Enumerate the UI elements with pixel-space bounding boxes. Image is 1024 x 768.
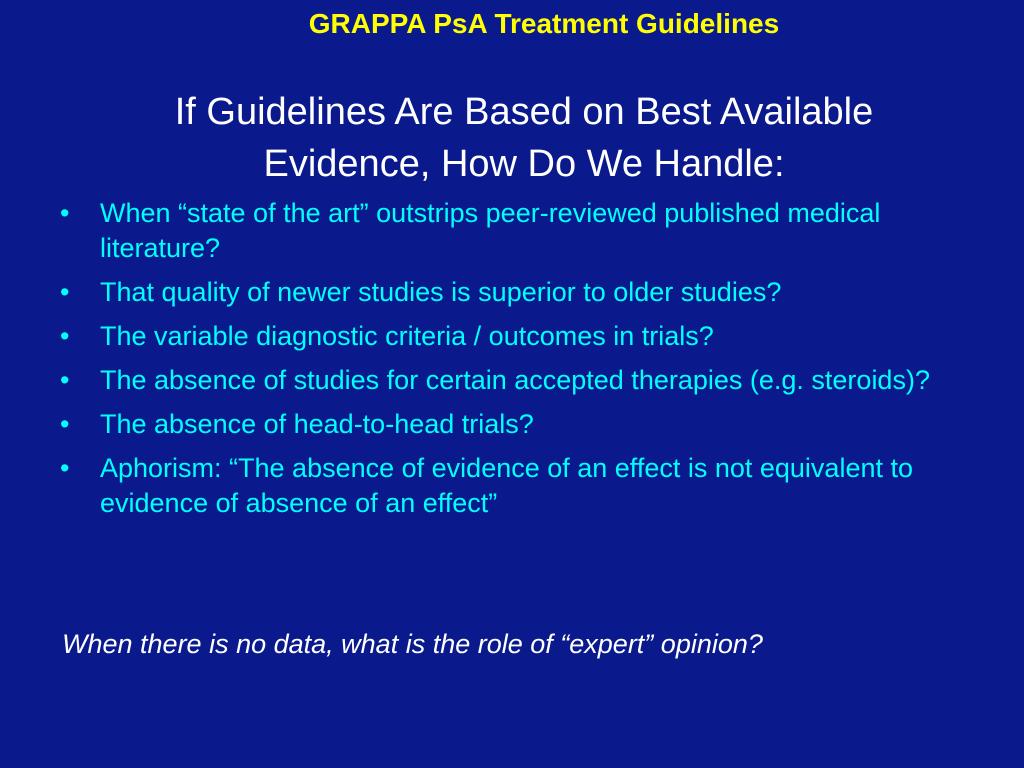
slide-title-line-2: Evidence, How Do We Handle:: [263, 143, 785, 185]
bullet-text: The variable diagnostic criteria / outcomes in trials?: [100, 321, 714, 351]
bullet-item: [56, 363, 996, 398]
bullet-icon: •: [60, 321, 70, 351]
bullet-item: [56, 451, 996, 521]
bullet-icon: •: [60, 453, 70, 483]
bullet-item: [56, 275, 996, 310]
slide-title: [0, 86, 1024, 190]
bullet-text: Aphorism: “The absence of evidence of an effect is not equivalent to evidence of absence of an effect”: [100, 453, 913, 518]
bullet-list: [56, 196, 996, 530]
bullet-text: The absence of head-to-head trials?: [100, 409, 534, 439]
bullet-icon: •: [60, 409, 70, 439]
bullet-text: The absence of studies for certain accepted therapies (e.g. steroids)?: [100, 365, 930, 395]
bullet-icon: •: [60, 365, 70, 395]
bullet-text: When “state of the art” outstrips peer-reviewed published medical literature?: [100, 198, 881, 263]
bullet-item: [56, 196, 996, 266]
bullet-item: [56, 319, 996, 354]
slide-header: GRAPPA PsA Treatment Guidelines: [308, 8, 780, 39]
bullet-item: [56, 407, 996, 442]
bullet-icon: •: [60, 277, 70, 307]
slide-title-line-1: If Guidelines Are Based on Best Available: [174, 91, 874, 133]
bullet-icon: •: [60, 198, 70, 228]
closing-question: When there is no data, what is the role of “expert” opinion?: [62, 629, 763, 659]
bullet-text: That quality of newer studies is superior to older studies?: [100, 277, 782, 307]
